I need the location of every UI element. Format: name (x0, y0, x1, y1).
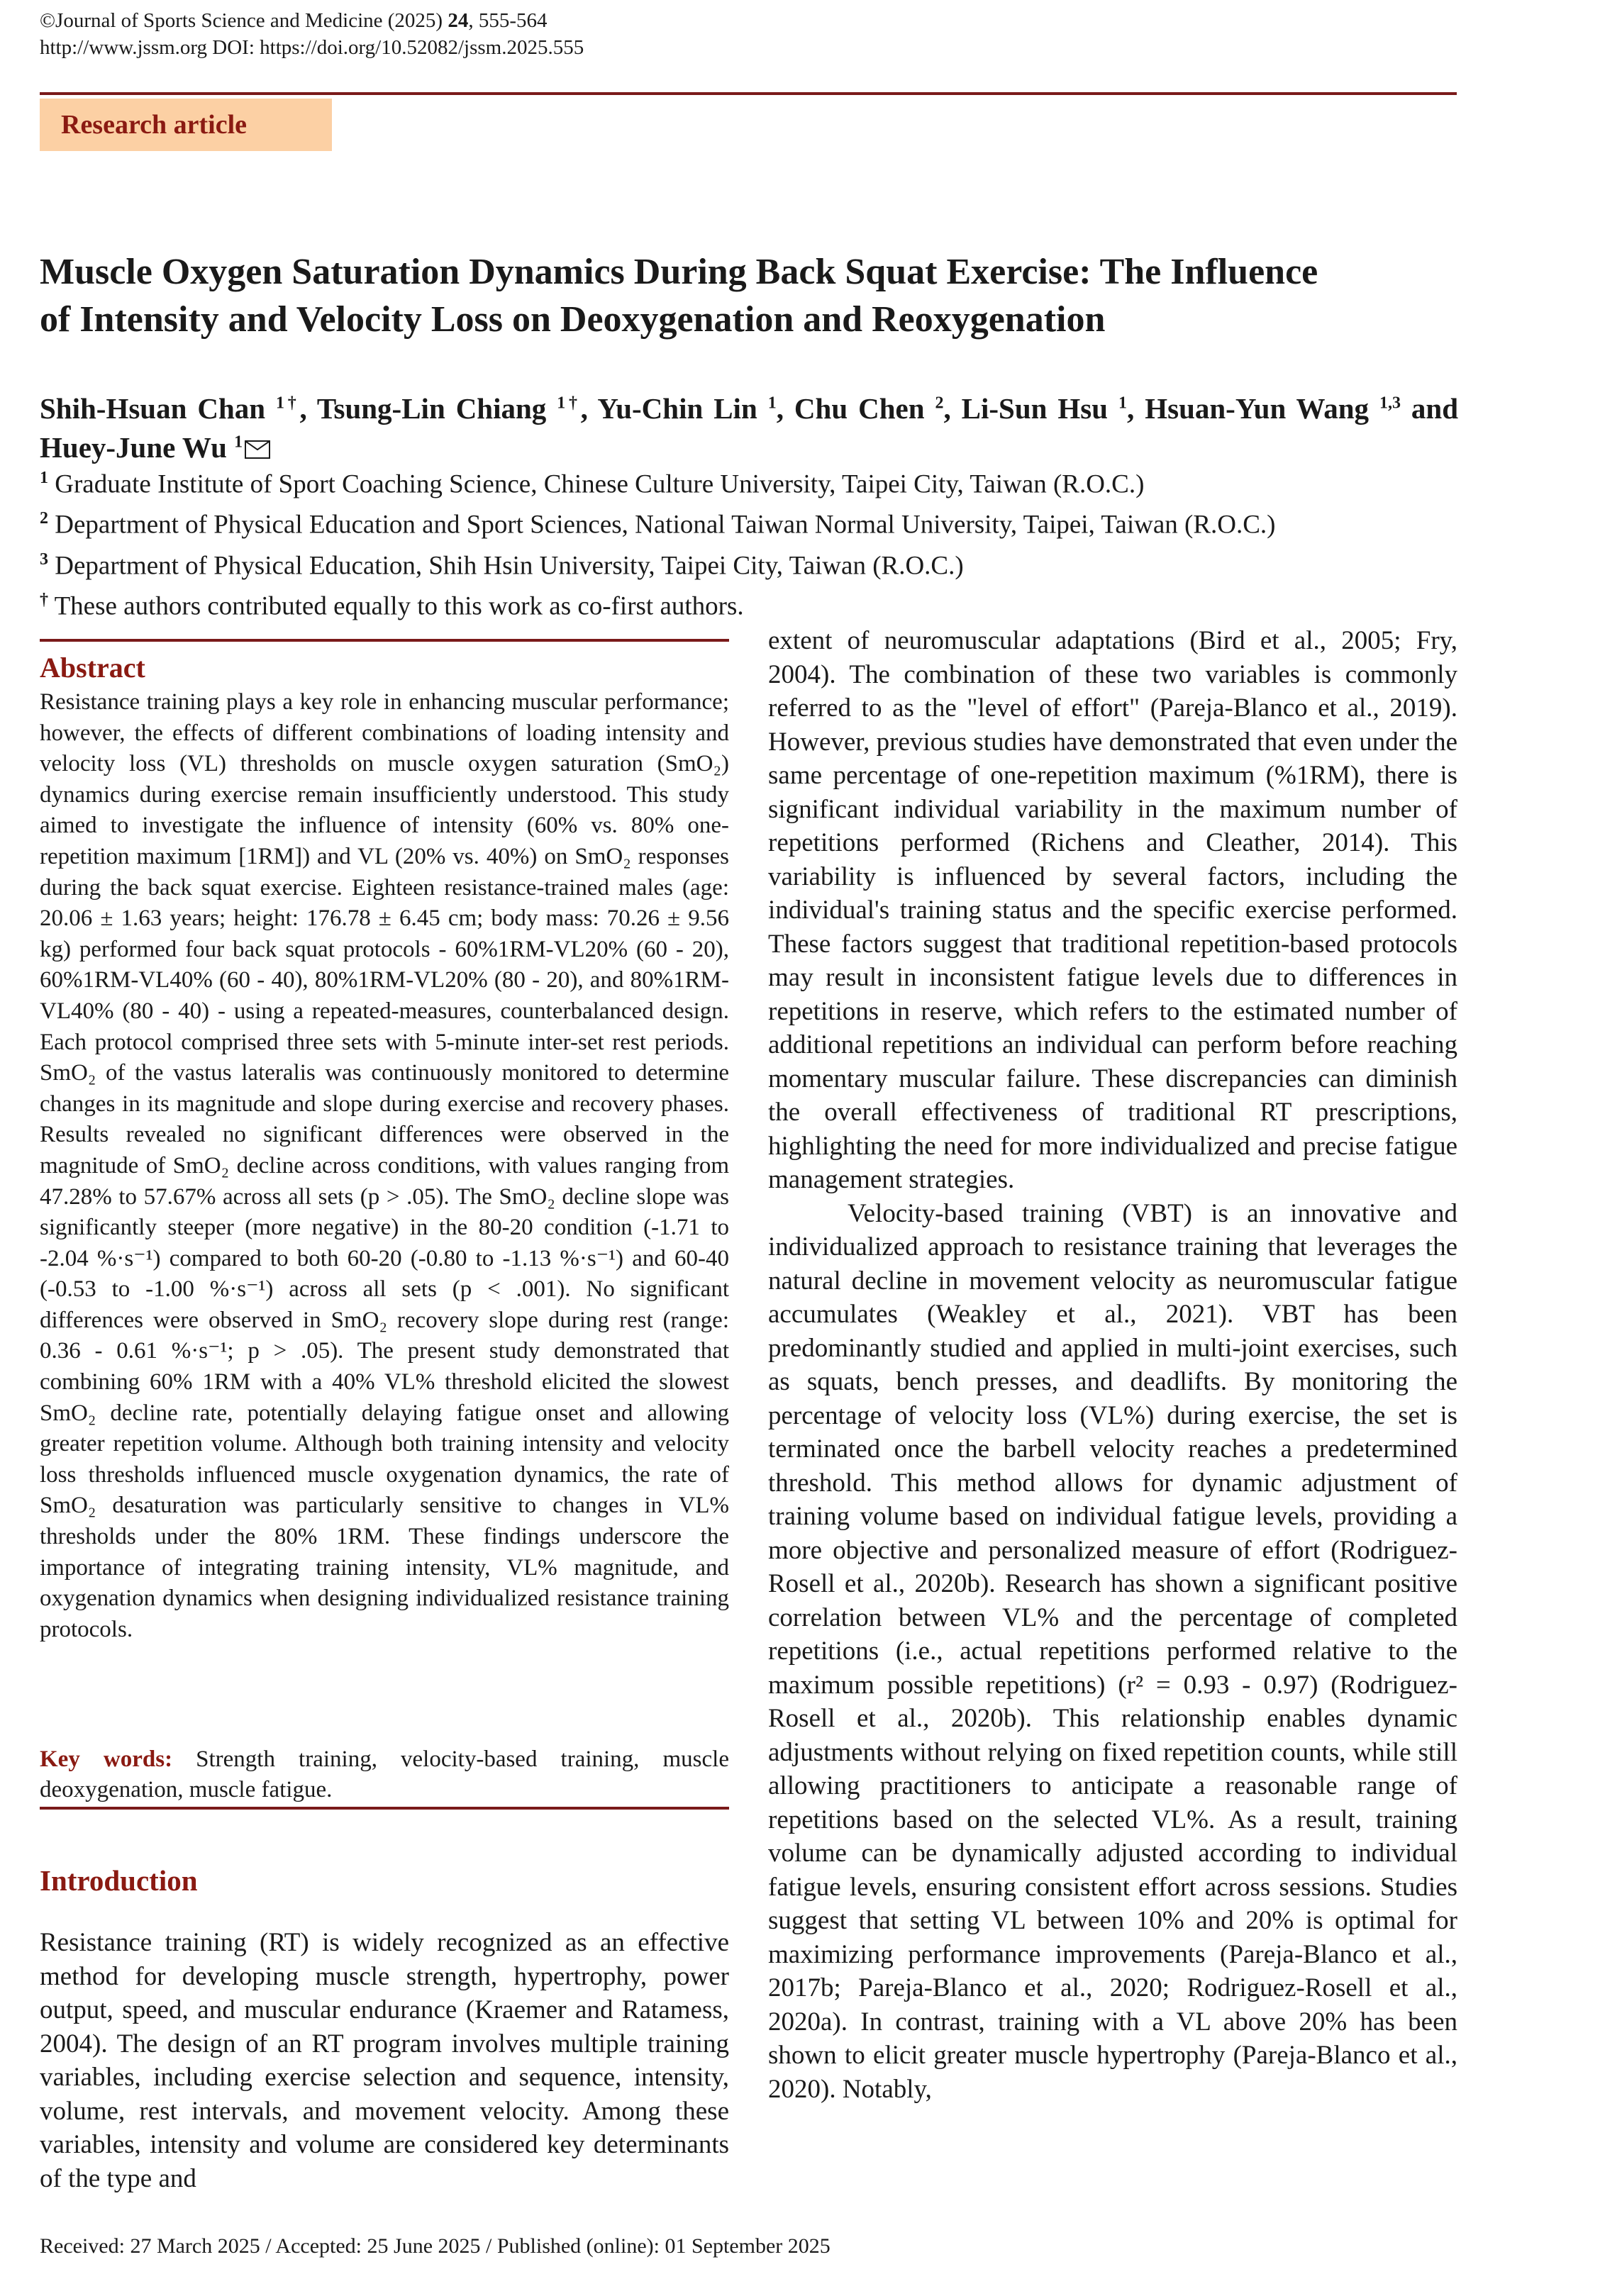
author: Huey-June Wu $^1$ (40, 431, 243, 464)
article-type-badge: Research article (40, 99, 332, 151)
affiliation: † These authors contributed equally to this work as co-first authors. (40, 590, 744, 621)
author: Shih-Hsuan Chan $^{1\dagger}$, (40, 391, 317, 425)
author: Tsung-Lin Chiang $^{1\dagger}$, (316, 391, 598, 425)
author: Chu Chen $^2$, (794, 391, 962, 425)
publication-dates: Received: 27 March 2025 / Accepted: 25 June 2025 / Published (online): 01 September 2025 (40, 2234, 831, 2258)
keywords-label: Key words: (40, 1746, 173, 1772)
affiliation: $^2$ Department of Physical Education and Sport Sciences, National Taiwan Normal University, Taipei, Taiwan (R.O.C.) (40, 509, 1276, 540)
introduction-heading: Introduction (40, 1864, 198, 1897)
author: Yu-Chin Lin $^1$, (597, 391, 794, 425)
affiliation: $^1$ Graduate Institute of Sport Coaching Science, Chinese Culture University, Taipei City, Taiwan (R.O.C.) (40, 469, 1145, 499)
introduction-paragraph-2: Velocity-based training (VBT) is an innovative and individualized approach to resistance training that leverages the natural decline in movement velocity as neuromuscular fatigue accumulates (Weakley et al., 2021). VBT has been predominantly studied and applied in multi-joint exercises, such as squats, bench presses, and deadlifts. By monitoring the percentage of velocity loss (VL%) during exercise, the set is terminated once the barbell velocity reaches a predetermined threshold. This method allows for dynamic adjustment of training volume based on individual fatigue levels, providing a more objective and personalized measure of effort (Rodriguez-Rosell et al., 2020b). Research has shown a significant positive correlation between VL% and the percentage of completed repetitions (i.e., actual repetitions performed relative to the maximum possible repetitions) (r² = 0.93 - 0.97) (Rodriguez-Rosell et al., 2020b). This relationship enables dynamic adjustments without relying on fixed repetition counts, while still allowing practitioners to anticipate a reasonable range of repetitions based on the selected VL%. As a result, training volume can be dynamically adjusted according to individual fatigue levels, ensuring consistent effort across sessions. Studies suggest that setting VL between 10% and 20% is optimal for maximizing performance improvements (Pareja-Blanco et al., 2017b; Pareja-Blanco et al., 2020; Rodriguez-Rosell et al., 2020a). In contrast, training with a VL above 20% has been shown to elicit greater muscle hypertrophy (Pareja-Blanco et al., 2020). Notably, (768, 1198, 1457, 2104)
introduction-text-left: Resistance training (RT) is widely recognized as an effective method for developing muscle strength, hypertrophy, power output, speed, and muscular endurance (Kraemer and Ratamess, 2004). The design of an RT program involves multiple training variables, including exercise selection and sequence, intensity, volume, rest intervals, and movement velocity. Among these variables, intensity and volume are considered key determinants of the type and (40, 1928, 729, 2193)
journal-volume: 24 (448, 9, 469, 32)
abstract-text: Resistance training plays a key role in enhancing muscular performance; however, the effects of different combinations of loading intensity and velocity loss (VL) thresholds on muscle oxygen saturation (SmO₂) dynamics during exercise remain insufficiently understood. This study aimed to investigate the influence of intensity (60% vs. 80% one-repetition maximum [1RM]) and VL (20% vs. 40%) on SmO₂ responses during the back squat exercise. Eighteen resistance-trained males (age: 20.06 ± 1.63 years; height: 176.78 ± 6.45 cm; body mass: 70.26 ± 9.56 kg) performed four back squat protocols - 60%1RM-VL20% (60 - 20), 60%1RM-VL40% (60 - 40), 80%1RM-VL20% (80 - 20), and 80%1RM-VL40% (80 - 40) - using a repeated-measures, counterbalanced design. Each protocol comprised three sets with 5-minute inter-set rest periods. SmO₂ of the vastus lateralis was continuously monitored to determine changes in its magnitude and slope during exercise and recovery phases. Results revealed no significant differences were observed in the magnitude of SmO₂ decline across conditions, with values ranging from 47.28% to 57.67% across all sets (p > .05). The SmO₂ decline slope was significantly steeper (more negative) in the 80-20 condition (-1.71 to -2.04 %·s⁻¹) compared to both 60-20 (-0.80 to -1.13 %·s⁻¹) and 60-40 (-0.53 to -1.00 %·s⁻¹) across all sets (p < .001). No significant differences were observed in SmO₂ recovery slope during rest (range: 0.36 - 0.61 %·s⁻¹; p > .05). The present study demonstrated that combining 60% 1RM with a 40% VL% threshold elicited the slowest SmO₂ decline rate, potentially delaying fatigue onset and allowing greater repetition volume. Although both training intensity and velocity loss thresholds influenced muscle oxygenation dynamics, the rate of SmO₂ desaturation was particularly sensitive to changes in VL% thresholds under the 80% 1RM. These findings underscore the importance of integrating training intensity, VL% magnitude, and oxygenation dynamics when designing individualized resistance training protocols. (40, 689, 729, 1642)
title-line-1: Muscle Oxygen Saturation Dynamics During Back Squat Exercise: The Influence (40, 252, 1318, 292)
abstract-heading: Abstract (40, 652, 145, 684)
article-title (40, 248, 1465, 343)
journal-citation: ©Journal of Sports Science and Medicine (2025) 24, 555-564 (40, 9, 548, 32)
keywords-text: Strength training, velocity-based training, muscle deoxygenation, muscle fatigue. (40, 1746, 729, 1802)
journal-url[interactable]: http://www.jssm.org DOI: https://doi.org/10.52082/jssm.2025.555 (40, 36, 584, 59)
right-column (768, 624, 1457, 2106)
abstract-top-rule (40, 639, 729, 642)
affiliations (40, 461, 1458, 623)
author: Hsuan-Yun Wang $^{1,3}$ and (1145, 391, 1459, 425)
journal-header (40, 7, 584, 61)
keywords (40, 1744, 729, 1805)
author-list (40, 386, 1458, 464)
abstract-bottom-rule (40, 1807, 729, 1810)
abstract-section (40, 649, 729, 1645)
envelope-icon[interactable] (245, 440, 270, 459)
title-line-2: of Intensity and Velocity Loss on Deoxygenation and Reoxygenation (40, 299, 1106, 340)
header-rule (40, 92, 1457, 95)
author: Li-Sun Hsu $^1$, (961, 391, 1145, 425)
introduction-paragraph-1: extent of neuromuscular adaptations (Bird et al., 2005; Fry, 2004). The combination of these two variables is commonly referred to as the "level of effort" (Pareja-Blanco et al., 2019). However, previous studies have demonstrated that even under the same percentage of one-repetition maximum (%1RM), there is significant individual variability in the maximum number of repetitions performed (Richens and Cleather, 2014). This variability is influenced by several factors, including the individual's training status and the specific exercise performed. These factors suggest that traditional repetition-based protocols may result in inconsistent fatigue levels due to differences in repetitions in reserve, which refers to the estimated number of additional repetitions an individual can perform before reaching momentary muscular failure. These discrepancies can diminish the overall effectiveness of traditional RT prescriptions, highlighting the need for more individualized and precise fatigue management strategies. (768, 626, 1457, 1194)
affiliation: $^3$ Department of Physical Education, Shih Hsin University, Taipei City, Taiwan (R.O.C.) (40, 550, 964, 580)
